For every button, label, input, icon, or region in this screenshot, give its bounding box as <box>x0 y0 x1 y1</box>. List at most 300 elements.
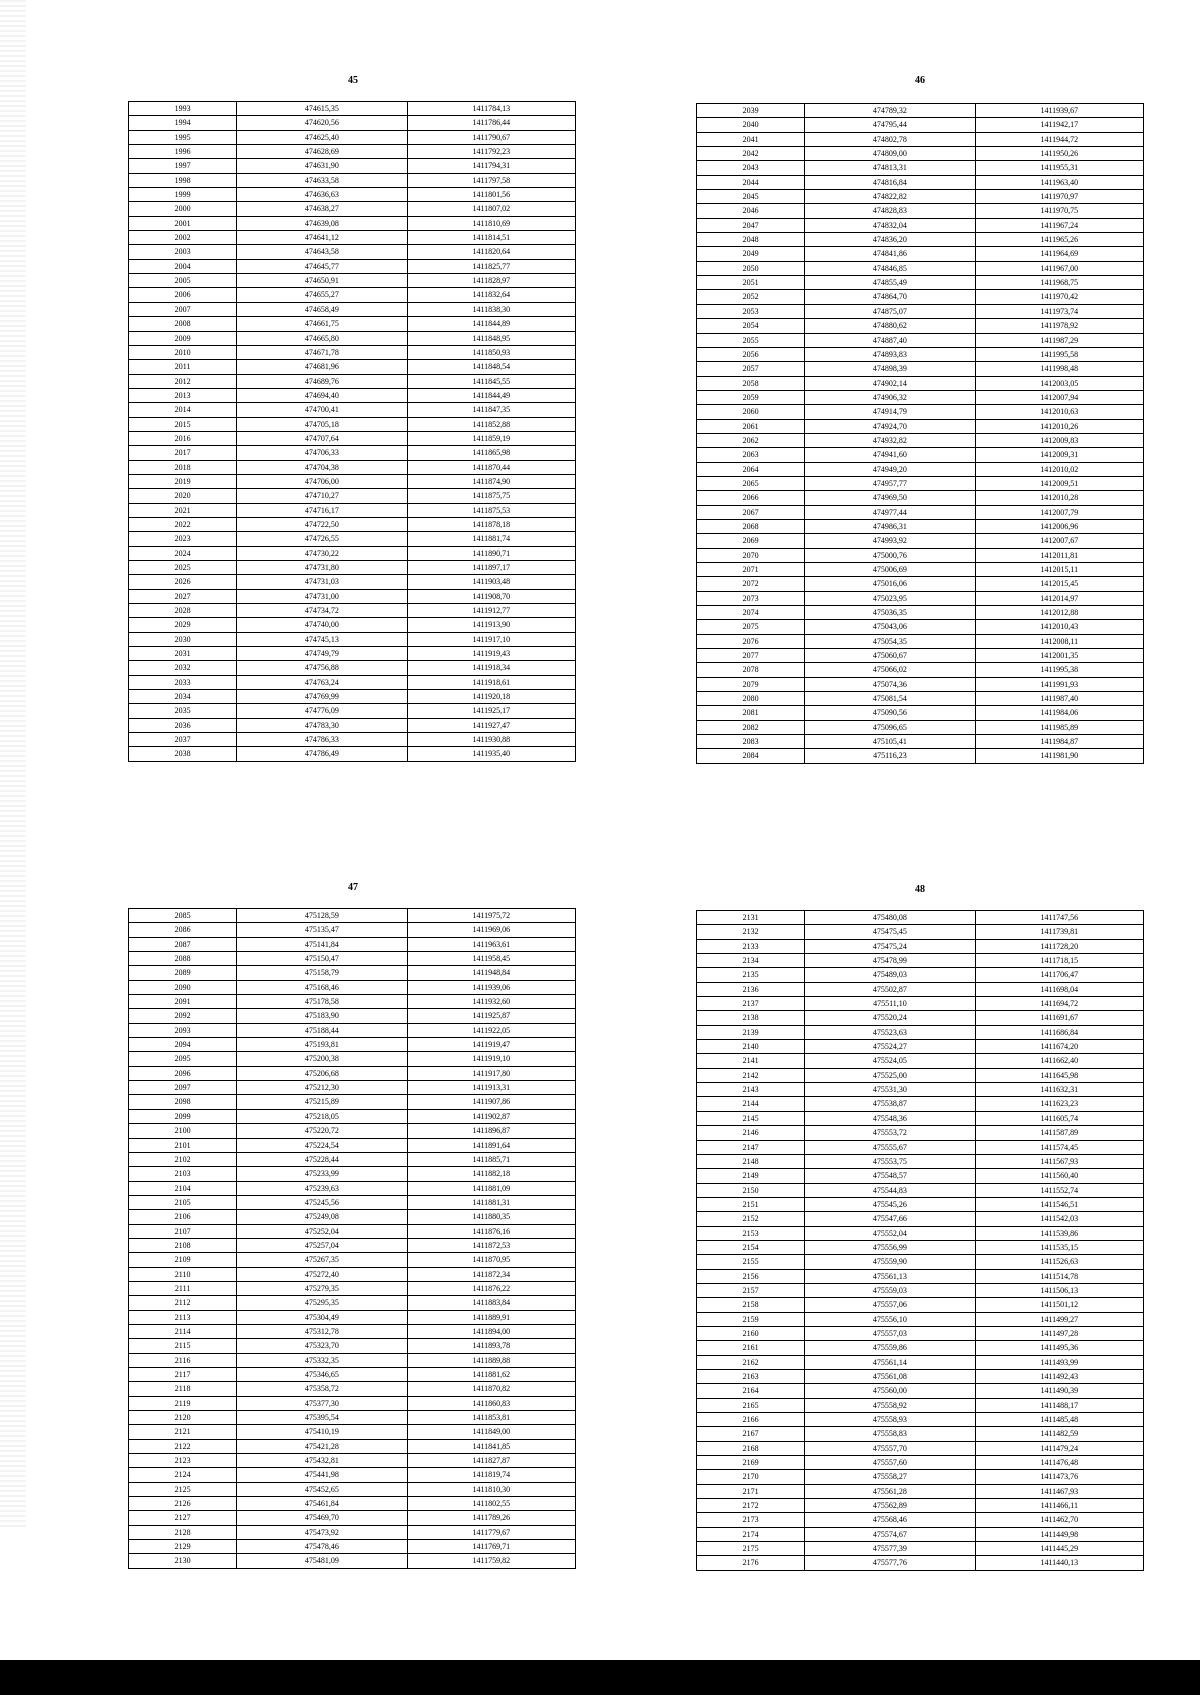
x-coordinate-cell: 475193,81 <box>237 1038 407 1052</box>
point-number-cell: 2081 <box>697 706 805 720</box>
x-coordinate-cell: 474731,00 <box>237 589 407 603</box>
point-number-cell: 2049 <box>697 247 805 261</box>
y-coordinate-cell: 1411917,80 <box>407 1066 575 1080</box>
table-row <box>697 1111 1144 1125</box>
table-row <box>129 331 576 345</box>
x-coordinate-cell: 475036,35 <box>805 606 975 620</box>
table-row <box>129 503 576 517</box>
table-row <box>129 1324 576 1338</box>
point-number-cell: 2047 <box>697 218 805 232</box>
point-number-cell: 1996 <box>129 145 237 159</box>
table-row <box>697 1054 1144 1068</box>
y-coordinate-cell: 1411987,40 <box>975 692 1143 706</box>
point-number-cell: 2158 <box>697 1298 805 1312</box>
y-coordinate-cell: 1411919,47 <box>407 1038 575 1052</box>
y-coordinate-cell: 1411686,84 <box>975 1025 1143 1039</box>
point-number-cell: 2172 <box>697 1499 805 1513</box>
point-number-cell: 2175 <box>697 1542 805 1556</box>
point-number-cell: 2113 <box>129 1310 237 1324</box>
table-row <box>129 1554 576 1568</box>
x-coordinate-cell: 474722,50 <box>237 517 407 531</box>
table-row <box>129 675 576 689</box>
x-coordinate-cell: 474643,58 <box>237 245 407 259</box>
point-number-cell: 2110 <box>129 1267 237 1281</box>
y-coordinate-cell: 1411874,90 <box>407 474 575 488</box>
point-number-cell: 2127 <box>129 1511 237 1525</box>
y-coordinate-cell: 1411807,02 <box>407 202 575 216</box>
y-coordinate-cell: 1411819,74 <box>407 1468 575 1482</box>
x-coordinate-cell: 475312,78 <box>237 1324 407 1338</box>
y-coordinate-cell: 1411948,84 <box>407 966 575 980</box>
table-row <box>697 1370 1144 1384</box>
x-coordinate-cell: 474864,70 <box>805 290 975 304</box>
table-row <box>697 563 1144 577</box>
point-number-cell: 1999 <box>129 188 237 202</box>
table-row <box>697 491 1144 505</box>
point-number-cell: 2027 <box>129 589 237 603</box>
y-coordinate-cell: 1412010,28 <box>975 491 1143 505</box>
y-coordinate-cell: 1412015,45 <box>975 577 1143 591</box>
x-coordinate-cell: 475233,99 <box>237 1167 407 1181</box>
y-coordinate-cell: 1411739,81 <box>975 925 1143 939</box>
point-number-cell: 2051 <box>697 276 805 290</box>
y-coordinate-cell: 1412010,63 <box>975 405 1143 419</box>
y-coordinate-cell: 1411903,48 <box>407 575 575 589</box>
x-coordinate-cell: 474745,13 <box>237 632 407 646</box>
point-number-cell: 2005 <box>129 274 237 288</box>
point-number-cell: 2013 <box>129 388 237 402</box>
x-coordinate-cell: 475469,70 <box>237 1511 407 1525</box>
table-row <box>697 362 1144 376</box>
y-coordinate-cell: 1411838,30 <box>407 302 575 316</box>
table-row <box>697 276 1144 290</box>
table-row <box>129 188 576 202</box>
point-number-cell: 2121 <box>129 1425 237 1439</box>
point-number-cell: 2040 <box>697 118 805 132</box>
table-row <box>129 431 576 445</box>
table-row <box>129 532 576 546</box>
y-coordinate-cell: 1411870,44 <box>407 460 575 474</box>
y-coordinate-cell: 1411881,74 <box>407 532 575 546</box>
x-coordinate-cell: 475577,39 <box>805 1542 975 1556</box>
x-coordinate-cell: 474941,60 <box>805 448 975 462</box>
y-coordinate-cell: 1411907,86 <box>407 1095 575 1109</box>
y-coordinate-cell: 1411978,92 <box>975 319 1143 333</box>
x-coordinate-cell: 474689,76 <box>237 374 407 388</box>
point-number-cell: 2140 <box>697 1040 805 1054</box>
point-number-cell: 2132 <box>697 925 805 939</box>
point-number-cell: 2073 <box>697 591 805 605</box>
x-coordinate-cell: 474633,58 <box>237 173 407 187</box>
point-number-cell: 2024 <box>129 546 237 560</box>
table-row <box>697 132 1144 146</box>
point-number-cell: 2176 <box>697 1556 805 1570</box>
table-row <box>129 1253 576 1267</box>
x-coordinate-cell: 474789,32 <box>805 104 975 118</box>
table-row <box>697 591 1144 605</box>
table-row <box>129 632 576 646</box>
table-row <box>129 1109 576 1123</box>
point-number-cell: 2154 <box>697 1240 805 1254</box>
y-coordinate-cell: 1411935,40 <box>407 747 575 761</box>
table-row <box>697 1169 1144 1183</box>
y-coordinate-cell: 1411970,97 <box>975 190 1143 204</box>
table-row <box>129 1152 576 1166</box>
y-coordinate-cell: 1411698,04 <box>975 982 1143 996</box>
point-number-cell: 2048 <box>697 233 805 247</box>
y-coordinate-cell: 1411970,75 <box>975 204 1143 218</box>
x-coordinate-cell: 475561,14 <box>805 1355 975 1369</box>
y-coordinate-cell: 1411975,72 <box>407 909 575 923</box>
x-coordinate-cell: 475206,68 <box>237 1066 407 1080</box>
x-coordinate-cell: 475481,09 <box>237 1554 407 1568</box>
point-number-cell: 2080 <box>697 692 805 706</box>
point-number-cell: 2087 <box>129 937 237 951</box>
point-number-cell: 2122 <box>129 1439 237 1453</box>
table-row <box>697 677 1144 691</box>
x-coordinate-cell: 474636,63 <box>237 188 407 202</box>
x-coordinate-cell: 474639,08 <box>237 216 407 230</box>
point-number-cell: 2153 <box>697 1226 805 1240</box>
x-coordinate-cell: 475212,30 <box>237 1081 407 1095</box>
table-row <box>129 1210 576 1224</box>
point-number-cell: 2037 <box>129 733 237 747</box>
point-number-cell: 2072 <box>697 577 805 591</box>
table-row <box>129 1368 576 1382</box>
table-row <box>129 345 576 359</box>
y-coordinate-cell: 1411567,93 <box>975 1154 1143 1168</box>
y-coordinate-cell: 1411449,98 <box>975 1527 1143 1541</box>
point-number-cell: 2063 <box>697 448 805 462</box>
table-row <box>129 995 576 1009</box>
x-coordinate-cell: 475220,72 <box>237 1124 407 1138</box>
y-coordinate-cell: 1411918,61 <box>407 675 575 689</box>
x-coordinate-cell: 474846,85 <box>805 261 975 275</box>
point-number-cell: 2149 <box>697 1169 805 1183</box>
point-number-cell: 2077 <box>697 649 805 663</box>
point-number-cell: 2050 <box>697 261 805 275</box>
table-row <box>697 997 1144 1011</box>
x-coordinate-cell: 475577,76 <box>805 1556 975 1570</box>
point-number-cell: 2114 <box>129 1324 237 1338</box>
point-number-cell: 2058 <box>697 376 805 390</box>
x-coordinate-cell: 474902,14 <box>805 376 975 390</box>
x-coordinate-cell: 475523,63 <box>805 1025 975 1039</box>
point-number-cell: 2105 <box>129 1195 237 1209</box>
y-coordinate-cell: 1411925,87 <box>407 1009 575 1023</box>
table-row <box>129 1310 576 1324</box>
y-coordinate-cell: 1411902,87 <box>407 1109 575 1123</box>
point-number-cell: 2116 <box>129 1353 237 1367</box>
x-coordinate-cell: 474650,91 <box>237 274 407 288</box>
point-number-cell: 2035 <box>129 704 237 718</box>
x-coordinate-cell: 474706,00 <box>237 474 407 488</box>
table-row <box>129 460 576 474</box>
x-coordinate-cell: 474726,55 <box>237 532 407 546</box>
x-coordinate-cell: 475559,86 <box>805 1341 975 1355</box>
point-number-cell: 2160 <box>697 1326 805 1340</box>
coordinate-table <box>128 101 576 762</box>
y-coordinate-cell: 1411995,38 <box>975 663 1143 677</box>
table-row <box>697 1025 1144 1039</box>
x-coordinate-cell: 475239,63 <box>237 1181 407 1195</box>
point-number-cell: 2056 <box>697 347 805 361</box>
point-number-cell: 2028 <box>129 604 237 618</box>
x-coordinate-cell: 475561,08 <box>805 1370 975 1384</box>
point-number-cell: 2117 <box>129 1368 237 1382</box>
x-coordinate-cell: 475135,47 <box>237 923 407 937</box>
x-coordinate-cell: 474625,40 <box>237 130 407 144</box>
x-coordinate-cell: 474756,88 <box>237 661 407 675</box>
point-number-cell: 2065 <box>697 476 805 490</box>
point-number-cell: 2112 <box>129 1296 237 1310</box>
point-number-cell: 2052 <box>697 290 805 304</box>
y-coordinate-cell: 1411981,90 <box>975 749 1143 763</box>
y-coordinate-cell: 1411490,39 <box>975 1384 1143 1398</box>
x-coordinate-cell: 474841,86 <box>805 247 975 261</box>
x-coordinate-cell: 474932,82 <box>805 433 975 447</box>
table-row <box>697 376 1144 390</box>
table-row <box>697 1384 1144 1398</box>
table-row <box>697 663 1144 677</box>
point-number-cell: 2171 <box>697 1484 805 1498</box>
table-row <box>697 1212 1144 1226</box>
y-coordinate-cell: 1411969,06 <box>407 923 575 937</box>
point-number-cell: 2078 <box>697 663 805 677</box>
x-coordinate-cell: 474769,99 <box>237 690 407 704</box>
point-number-cell: 2099 <box>129 1109 237 1123</box>
y-coordinate-cell: 1411893,78 <box>407 1339 575 1353</box>
table-row <box>697 1240 1144 1254</box>
y-coordinate-cell: 1411913,31 <box>407 1081 575 1095</box>
x-coordinate-cell: 475547,66 <box>805 1212 975 1226</box>
table-row <box>697 982 1144 996</box>
y-coordinate-cell: 1412003,05 <box>975 376 1143 390</box>
table-row <box>697 1326 1144 1340</box>
x-coordinate-cell: 474822,82 <box>805 190 975 204</box>
x-coordinate-cell: 474620,56 <box>237 116 407 130</box>
x-coordinate-cell: 474749,79 <box>237 647 407 661</box>
table-row <box>697 175 1144 189</box>
y-coordinate-cell: 1411479,24 <box>975 1441 1143 1455</box>
y-coordinate-cell: 1411844,89 <box>407 317 575 331</box>
point-number-cell: 2148 <box>697 1154 805 1168</box>
point-number-cell: 2010 <box>129 345 237 359</box>
y-coordinate-cell: 1411495,36 <box>975 1341 1143 1355</box>
x-coordinate-cell: 474977,44 <box>805 505 975 519</box>
table-row <box>129 446 576 460</box>
point-number-cell: 2067 <box>697 505 805 519</box>
point-number-cell: 2097 <box>129 1081 237 1095</box>
x-coordinate-cell: 474809,00 <box>805 147 975 161</box>
table-row <box>697 347 1144 361</box>
y-coordinate-cell: 1411488,17 <box>975 1398 1143 1412</box>
table-row <box>697 534 1144 548</box>
point-number-cell: 2044 <box>697 175 805 189</box>
table-row <box>129 704 576 718</box>
y-coordinate-cell: 1411880,35 <box>407 1210 575 1224</box>
point-number-cell: 2162 <box>697 1355 805 1369</box>
y-coordinate-cell: 1411913,90 <box>407 618 575 632</box>
point-number-cell: 2137 <box>697 997 805 1011</box>
y-coordinate-cell: 1411944,72 <box>975 132 1143 146</box>
point-number-cell: 2135 <box>697 968 805 982</box>
table-row <box>129 1267 576 1281</box>
page-number: 48 <box>915 884 925 895</box>
y-coordinate-cell: 1411853,81 <box>407 1411 575 1425</box>
point-number-cell: 2060 <box>697 405 805 419</box>
x-coordinate-cell: 475553,72 <box>805 1126 975 1140</box>
y-coordinate-cell: 1412007,94 <box>975 390 1143 404</box>
x-coordinate-cell: 475511,10 <box>805 997 975 1011</box>
coordinate-table <box>696 910 1144 1571</box>
table-row <box>697 218 1144 232</box>
point-number-cell: 2109 <box>129 1253 237 1267</box>
x-coordinate-cell: 474706,33 <box>237 446 407 460</box>
y-coordinate-cell: 1411832,64 <box>407 288 575 302</box>
table-row <box>697 405 1144 419</box>
point-number-cell: 2030 <box>129 632 237 646</box>
point-number-cell: 2082 <box>697 720 805 734</box>
y-coordinate-cell: 1411891,64 <box>407 1138 575 1152</box>
y-coordinate-cell: 1411769,71 <box>407 1540 575 1554</box>
table-row <box>129 1439 576 1453</box>
x-coordinate-cell: 474802,78 <box>805 132 975 146</box>
x-coordinate-cell: 475332,35 <box>237 1353 407 1367</box>
y-coordinate-cell: 1411706,47 <box>975 968 1143 982</box>
x-coordinate-cell: 474665,80 <box>237 331 407 345</box>
x-coordinate-cell: 475279,35 <box>237 1281 407 1295</box>
table-row <box>129 604 576 618</box>
table-row <box>129 1281 576 1295</box>
x-coordinate-cell: 475560,00 <box>805 1384 975 1398</box>
table-row <box>697 1556 1144 1570</box>
table-row <box>697 634 1144 648</box>
point-number-cell: 2165 <box>697 1398 805 1412</box>
point-number-cell: 2042 <box>697 147 805 161</box>
table-row <box>697 304 1144 318</box>
point-number-cell: 2139 <box>697 1025 805 1039</box>
point-number-cell: 2111 <box>129 1281 237 1295</box>
y-coordinate-cell: 1411623,23 <box>975 1097 1143 1111</box>
y-coordinate-cell: 1411632,31 <box>975 1083 1143 1097</box>
x-coordinate-cell: 474887,40 <box>805 333 975 347</box>
x-coordinate-cell: 475558,83 <box>805 1427 975 1441</box>
x-coordinate-cell: 474731,03 <box>237 575 407 589</box>
table-row <box>697 1470 1144 1484</box>
table-row <box>697 720 1144 734</box>
table-row <box>697 1011 1144 1025</box>
x-coordinate-cell: 475346,65 <box>237 1368 407 1382</box>
y-coordinate-cell: 1411814,51 <box>407 231 575 245</box>
y-coordinate-cell: 1411848,95 <box>407 331 575 345</box>
table-row <box>697 190 1144 204</box>
x-coordinate-cell: 475150,47 <box>237 952 407 966</box>
x-coordinate-cell: 475561,13 <box>805 1269 975 1283</box>
y-coordinate-cell: 1411968,75 <box>975 276 1143 290</box>
x-coordinate-cell: 475188,44 <box>237 1023 407 1037</box>
y-coordinate-cell: 1411950,26 <box>975 147 1143 161</box>
point-number-cell: 2057 <box>697 362 805 376</box>
point-number-cell: 2043 <box>697 161 805 175</box>
y-coordinate-cell: 1411876,22 <box>407 1281 575 1295</box>
y-coordinate-cell: 1411872,53 <box>407 1238 575 1252</box>
table-row <box>697 1126 1144 1140</box>
table-row <box>129 1411 576 1425</box>
y-coordinate-cell: 1411485,48 <box>975 1413 1143 1427</box>
point-number-cell: 2103 <box>129 1167 237 1181</box>
x-coordinate-cell: 475200,38 <box>237 1052 407 1066</box>
y-coordinate-cell: 1412010,02 <box>975 462 1143 476</box>
x-coordinate-cell: 475574,67 <box>805 1527 975 1541</box>
point-number-cell: 2094 <box>129 1038 237 1052</box>
point-number-cell: 2126 <box>129 1497 237 1511</box>
x-coordinate-cell: 475480,08 <box>805 911 975 925</box>
point-number-cell: 2088 <box>129 952 237 966</box>
x-coordinate-cell: 474631,90 <box>237 159 407 173</box>
y-coordinate-cell: 1411881,62 <box>407 1368 575 1382</box>
x-coordinate-cell: 475557,03 <box>805 1326 975 1340</box>
table-row <box>697 476 1144 490</box>
x-coordinate-cell: 475524,05 <box>805 1054 975 1068</box>
point-number-cell: 2174 <box>697 1527 805 1541</box>
table-row <box>129 288 576 302</box>
point-number-cell: 2089 <box>129 966 237 980</box>
y-coordinate-cell: 1412007,67 <box>975 534 1143 548</box>
x-coordinate-cell: 474914,79 <box>805 405 975 419</box>
x-coordinate-cell: 474707,64 <box>237 431 407 445</box>
x-coordinate-cell: 474658,49 <box>237 302 407 316</box>
point-number-cell: 2124 <box>129 1468 237 1482</box>
x-coordinate-cell: 474730,22 <box>237 546 407 560</box>
point-number-cell: 2084 <box>697 749 805 763</box>
y-coordinate-cell: 1411852,88 <box>407 417 575 431</box>
table-row <box>129 417 576 431</box>
table-row <box>129 360 576 374</box>
x-coordinate-cell: 475116,23 <box>805 749 975 763</box>
y-coordinate-cell: 1411790,67 <box>407 130 575 144</box>
y-coordinate-cell: 1411963,61 <box>407 937 575 951</box>
point-number-cell: 2128 <box>129 1525 237 1539</box>
point-number-cell: 2086 <box>129 923 237 937</box>
table-row <box>129 1095 576 1109</box>
point-number-cell: 2144 <box>697 1097 805 1111</box>
table-row <box>697 925 1144 939</box>
scan-edge-artifact <box>0 0 26 1530</box>
point-number-cell: 2123 <box>129 1454 237 1468</box>
point-number-cell: 1994 <box>129 116 237 130</box>
y-coordinate-cell: 1411552,74 <box>975 1183 1143 1197</box>
table-row <box>697 1298 1144 1312</box>
point-number-cell: 2011 <box>129 360 237 374</box>
point-number-cell: 2054 <box>697 319 805 333</box>
x-coordinate-cell: 474893,83 <box>805 347 975 361</box>
y-coordinate-cell: 1411828,97 <box>407 274 575 288</box>
x-coordinate-cell: 475168,46 <box>237 980 407 994</box>
table-row <box>129 1296 576 1310</box>
x-coordinate-cell: 475520,24 <box>805 1011 975 1025</box>
table-row <box>129 1525 576 1539</box>
x-coordinate-cell: 475553,75 <box>805 1154 975 1168</box>
point-number-cell: 2161 <box>697 1341 805 1355</box>
y-coordinate-cell: 1411467,93 <box>975 1484 1143 1498</box>
table-row <box>697 1413 1144 1427</box>
y-coordinate-cell: 1412001,35 <box>975 649 1143 663</box>
table-row <box>129 1497 576 1511</box>
point-number-cell: 2146 <box>697 1126 805 1140</box>
y-coordinate-cell: 1411473,76 <box>975 1470 1143 1484</box>
point-number-cell: 2029 <box>129 618 237 632</box>
